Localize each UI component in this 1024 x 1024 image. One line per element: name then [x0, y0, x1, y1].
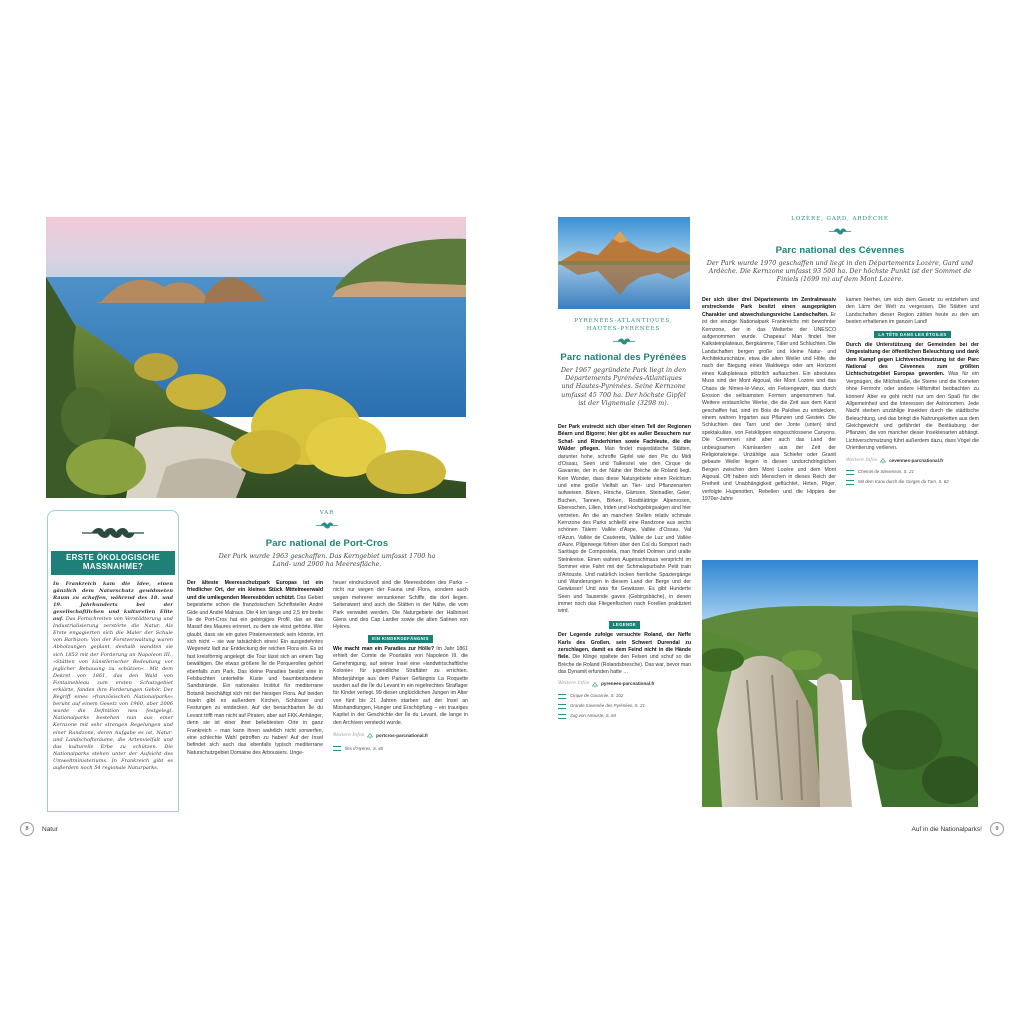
- book-icon: [558, 694, 566, 699]
- gorge-canyon-image: [702, 560, 978, 807]
- pyrenees-intro: Der 1967 gegründete Park liegt in den Départements Pyrénées-Atlantiques und Hautes-Pyrénées. Seine Kernzone umfasst 45 700 ha. Der höchste Gipfel ist der Vignemale (3298 m).: [560, 365, 687, 407]
- cevennes-book-ref-1-text: Chemin de Stevenson, S. 21: [858, 469, 914, 475]
- pyrenees-kicker: [556, 318, 691, 334]
- cevennes-title: Parc national des Cévennes: [775, 244, 905, 256]
- etoiles-lead: Durch die Unterstützung der Gemeinden bei der Umgestaltung der öffentlichen Beleuchtung und dank dem Kampf gegen Lichtverschmutzung ist der Parc National des Cévennes zum größten Lichtschutzgebiet Europas geworden.: [846, 341, 979, 378]
- more-info-label: Weitere Infos: [846, 457, 878, 463]
- book-icon: [846, 470, 854, 475]
- cevennes-book-ref-1: [846, 469, 979, 475]
- left-page-number: 8: [20, 822, 34, 836]
- port-cros-landscape-image: [46, 217, 466, 498]
- pyrenees-book-ref-2: [558, 703, 691, 709]
- port-cros-title: Parc national de Port-Cros: [265, 537, 389, 549]
- sprig-icon: [78, 523, 148, 541]
- kindergefaengnis-tag: EIN KINDERGEFÄNGNIS: [368, 635, 433, 643]
- port-cros-intro: Der Park wurde 1963 geschaffen. Das Kerngebiet umfasst 1700 ha Land- und 2900 ha Meeresfläche.: [218, 551, 436, 569]
- port-cros-lead: Der älteste Meeresschutzpark Europas ist ein friedlicher Ort, der ein kleines Stück Mittelmeerwald und die umliegenden Meeresböden schützt.: [187, 580, 323, 601]
- right-page-number: 9: [990, 822, 1004, 836]
- more-info-label: Weitere Infos: [333, 733, 365, 739]
- eco-sidebar-box: [47, 510, 179, 812]
- cevennes-book-ref-2: [846, 479, 979, 485]
- sprig-icon: [611, 337, 637, 346]
- eco-box-body: Das Fortschreiten von Verstädterung und Industrialisierung zerstörte die Natur. Als Erste engagierten sich die Maler der Schule von Barbizon: Von der Forstverwaltung waren Abholzungen geplant, deshalb wandten sie sich 1853 mit der Forderung an Napoleon III., »Stätten von künstlerischer Bedeutung vor jeglicher Behauung zu schützen«. Mit dem Dekret von 1861, das den Wald von Fontainebleau zum ersten Schutzgebiet erklärte, fanden ihre Forderungen Gehör. Der Begriff eines »französischen Nationalparks« beruht auf einem Gesetz von 1960, aber 2006 wurde die Definition neu festgelegt. Nationalparks bestehen nun aus einer Kernzone mit sehr strengen Regelungen und einer Randzone, deren Aufgabe es ist, Natur- und Landschaftsräume, die Artenvielfalt und das kulturelle Erbe zu schützen. Die Nationalparks stehen unter der Aufsicht des Umweltministeriums. In Frankreich gibt es außerdem noch 54 regionale Naturparks.: [53, 616, 174, 772]
- legende-text: Die Klinge spaltete den Felsen und schuf so die Brèche de Roland (Rolandsbresche). Das war, bevor man das Dynamit erfunden hatte …: [558, 654, 691, 675]
- port-cros-text-1: Das Gebiet begeisterte schon die französischen Schriftsteller André Gide und André Malraux. Die 4 km lange und 2,5 km breite Île de Port-Cros hat ein gebirgiges Profil, das an das Massif des Maures erinnert, zu dem sie einst gehörte. Wer glaubt, dass sie ein gutes Piratenversteck sein könnte, irrt sich nicht – sie war tatsächlich eines! Ein ausgedehntes Wegenetz lädt zur Entdeckung der reichen Flora ein. Es ist fast kreisförmig angelegt: die Tour lässt sich an einem Tag bewältigen. Die etwas größere Île de Porquerolles gehört ebenfalls zum Park. Das kleine Paradies besitzt eine in Felsbuchten unterteilte Küste und baumbestandene Sandstrände. Ein nationales Institut für mediterrane Botanik beschäftigt sich mit der hiesigen Flora. Auf beiden Inseln gibt es außerdem Kirchen, Schlösser und Festungen zu entdecken. Auf der benachbarten Île du Levant trifft man nicht auf Piraten, aber auf FKK-Anhänger, denn sie ist einer ihrer beliebtesten Orte in ganz Frankreich – man kann ihnen wahrlich nicht vorwerfen, eine schlechte Wahl getroffen zu haben! Auf der Insel befindet sich auch das ebenfalls typisch mediterrane Naturschutzgebiet Domaine des Arbousiers. Unge-: [187, 594, 323, 756]
- right-section-name: Auf in die Nationalparks!: [911, 825, 982, 833]
- book-icon: [846, 480, 854, 485]
- cevennes-column-1: [702, 297, 836, 506]
- book-icon: [333, 746, 341, 751]
- pyrenees-book-ref-3: [558, 713, 691, 719]
- pyrenees-book-ref-1-text: Cirque de Gavarnie, S. 102: [570, 692, 624, 698]
- pyrenees-website-link[interactable]: pyrenees-parcnational.fr: [601, 681, 655, 687]
- book-icon: [558, 704, 566, 709]
- port-cros-text-2: heuer eindrucksvoll sind die Meeresböden des Parks – nicht nur wegen der Fauna und Flora, sondern auch wegen mehrerer versunkener Schiffe, die dort liegen. Seitenswert sind auch die Stätten in der Nähe, die vom Park verwaltet werden. Die Naturgebiete der Halbinsel Giens und des Cap Lardier sowie die alten Salinen von Hyères.: [333, 580, 468, 631]
- pyrenees-kicker-line-1: PYRÉNÉES-ATLANTIQUES,: [574, 318, 673, 324]
- pyrenees-book-ref-2-text: Grande traversée des Pyrénées, S. 21: [570, 703, 645, 709]
- port-cros-photo: [46, 217, 466, 498]
- gorges-du-tarn-photo: [702, 560, 978, 807]
- left-section-name: Natur: [42, 825, 58, 833]
- port-cros-column-2: [333, 580, 468, 752]
- etoiles-tag: LA TÊTE DANS LES ÉTOILES: [874, 331, 950, 339]
- pyrenees-header: [556, 318, 691, 407]
- cevennes-kicker: LOZÈRE, GARD, ARDÈCHE: [791, 216, 889, 222]
- pyrenees-text: Man findet majestätische Stätten, darunter hohe, schroffe Gipfel wie den Pic du Midi d’Ossau, Seen und Talkessel wie den Cirque de Gavarnie, der in der Nähe der Brèche de Roland liegt. Kein Wunder, dass diese Naturgebiete einen Reichtum und eine große Vielfalt an Tier- und Pflanzenarten aufweisen. Bären, Hirsche, Gämsen, Steinadler, Geier, Buchen, Tannen, Birken, Rostblättrige Alpenrosen, Ebereschen, Lilien, Iriden und Hochgebirgsalgen sind hier vertreten. An die an manchen Stellen relativ schmale Kernzone des Parks schließt eine Randzone aus sechs schönen Tälern: Vallée d’Aspe, Vallée d’Ossau, Val d’Azun, Vallée de Cauterets, Vallée de Luz und Vallée d’Aure. Pilgerwege führen über den Col du Somport nach Santiago de Compostela, man findet Dolmen und uralte Steinkreise. Einen wahren Augenschmaus verspricht im Sommer eine Fahrt mit der Schmalspurbahn Petit train d’Artouste. Und natürlich locken herrliche Spaziergänge und Wanderungen in diesem Land der Berge und der Gewässer! Und was für Gewässer. Es gibt Hunderte Seen und Tausende gaves (Gebirgsbäche), in denen immer noch das Fliegenfischen nach Forellen praktiziert wird.: [558, 446, 691, 615]
- sprig-icon: [827, 227, 853, 236]
- tree-icon: [880, 458, 886, 464]
- sprig-icon: [314, 521, 340, 530]
- more-info-label: Weitere Infos: [558, 681, 590, 687]
- port-cros-website-link[interactable]: portcros-parcnational.fr: [376, 733, 429, 739]
- left-footer: [20, 822, 58, 836]
- legende-tag: LEGENDE: [609, 621, 640, 629]
- port-cros-book-ref: [333, 746, 468, 752]
- cevennes-text-1: Er ist der einzige Nationalpark Frankreichs mit bewohnter Kernzone, der in das Welterbe der UNESCO aufgenommen wurde. Chapeau! Man findet hier Kalksteinplateaus, Bergkämme, Täler und Schluchten. Die Landschaften bergen große und kleine Natur- und Architekturschätze, etwa die alten Weiler und Höfe, die nach der Biegung eines Waldwegs oder am Horizont eines Kalkplateaus plötzlich auftauchen. Ein absolutes Muss sind der Mont Aigoual, der Mont Lozère und das Chaos de Nîmes-le-Vieux, ein Felsengewirr, das durch Erosion die seltsamsten Formen angenommen hat. Weitere erstaunliche Werke, die die Zeit aus dem Karst geschaffen hat, sind im Bois de Païolive zu entdecken, einem wahren Irrgarten aus Pflanzen und Gestein. Die Schluchten des Tarn und der Jonte (unten) sind spektakuläre, von Felsklippen eingeschlossene Canyons. Die Cevennen sind aber auch das Land der unbeugsamen Kamisarden aus der Zeit der Religionskriege. Unzählige aus Schiefer oder Granit gebaute Weiler liegen in diesen undurchdringlichen Bergen zwischen dem Mont Lozère und dem Mont Aigoual. Oft haben sich Menschen in dieses Reich der Freiheit und Unabhängigkeit geflüchtet, Hirten, Pilger, verfolgte Hugenotten, Rebellen und die Hippies der 1970er-Jahre: [702, 311, 836, 503]
- kindergefaengnis-text: Im Jahr 1861 erhielt der Comte de Pourtalès von Napoleon III. die Genehmigung, auf seiner Insel eine »landwirtschaftliche Kolonie« für jugendliche Straftäter zu errichten. Minderjährige aus dem Pariser Gefängnis La Roquette wurden auf die Île du Levant in ein regelrechtes Straflager für Kinder verlegt. 99 dieser unglücklichen Jungen im Alter von fünf bis 21 Jahren starben auf der Insel an Misshandlungen, Hunger und Erschöpfung – ein trauriges Kapitel in der Geschichte der Île du Levant, die lange in den Archiven versteckt wurde.: [333, 646, 468, 726]
- port-cros-more-info: [333, 733, 468, 740]
- cevennes-header: [700, 216, 980, 284]
- port-cros-kicker: VAR: [319, 510, 335, 516]
- eco-box-text: [48, 581, 178, 773]
- right-footer: [900, 822, 1004, 836]
- pyrenees-book-ref-3-text: Zug von Artouste, S. 84: [570, 713, 616, 719]
- pyrenees-column: [558, 424, 691, 720]
- port-cros-column-1: [187, 580, 323, 759]
- cevennes-text-2: kamen hierher, um sich dem Gesetz zu entziehen und den Lärm der Welt zu vergessen. Die Stätten und Landschaften dieser Region zählen heute zu den am besten erhaltenen im ganzen Land!: [846, 297, 979, 326]
- eco-box-lead: In Frankreich kam die Idee, einen gänzlich dem Naturschutz gewidmeten Raum zu schaffen, während des 18. und 19. Jahrhunderts bei der gesellschaftlichen und kulturellen Elite auf.: [53, 580, 173, 623]
- pyrenees-kicker-line-2: HAUTES-PYRÉNÉES: [586, 325, 661, 332]
- etoiles-text: Was für ein Vergnügen, die Milchstraße, die Sterne und die Kometen ohne Fernrohr oder andere Hilfsmittel beobachten zu können! Aber es geht nicht nur um den Spaß für die Allgemeinheit und die Interessen der Astronomen. Jede Nacht sterben unzählige Insekten durch die städtische Beleuchtung, und das bringt die Nahrungsketten aus dem Gleichgewicht und gefährdet die Bestäubung der Pflanzen, die von mancher dieser Insektenarten abhängt. Lichtverschmutzung führt außerdem dazu, dass Vögel die Orientierung verlieren.: [846, 371, 979, 452]
- cevennes-intro: Der Park wurde 1970 geschaffen und liegt in den Départements Lozère, Gard und Ardèche. Die Kernzone umfasst 93 500 ha. Der höchste Punkt ist der Sommet de Finiels (1699 m) auf dem Mont Lozère.: [706, 258, 974, 284]
- pyrenees-mountain-lake-image: [558, 217, 690, 309]
- cevennes-column-2: [846, 297, 979, 486]
- pyrenees-more-info: [558, 681, 691, 688]
- cevennes-book-ref-2-text: Mit dem Kanu durch die Gorges du Tarn, S. 62: [858, 479, 949, 485]
- cevennes-more-info: [846, 458, 979, 465]
- pyrenees-title: Parc national des Pyrénées: [560, 351, 687, 363]
- legende-lead: Der Legende zufolge versuchte Roland, der Neffe Karls des Großen, sein Schwert Durendal zu zerschlagen, damit es dem Feind nicht in die Hände fiele.: [558, 632, 691, 661]
- pyrenees-book-ref-1: [558, 693, 691, 699]
- port-cros-header: [186, 510, 468, 568]
- port-cros-book-ref-text: Îles d’Hyères, S. 40: [345, 745, 384, 751]
- kindergefaengnis-lead: Wie macht man ein Paradies zur Hölle?: [333, 646, 435, 652]
- pyrenees-lead: Der Park erstreckt sich über einen Teil der Regionen Béarn und Bigorre; hier gibt es außer Besuchern nur Schaf- und Rinderhirten sowie Fachleute, die die Wälder pflegen.: [558, 424, 691, 453]
- cevennes-website-link[interactable]: cevennes-parcnational.fr: [889, 457, 944, 463]
- cevennes-lead: Der sich über drei Départements im Zentralmassiv erstreckende Park besitzt einen ausgeprägten Charakter und abwechslungsreiche Landschaften.: [702, 297, 836, 318]
- eco-box-title: ERSTE ÖKOLOGISCHE MASSNAHME?: [51, 551, 175, 575]
- pyrenees-photo: [558, 217, 690, 309]
- tree-icon: [367, 733, 373, 739]
- tree-icon: [592, 682, 598, 688]
- book-icon: [558, 714, 566, 719]
